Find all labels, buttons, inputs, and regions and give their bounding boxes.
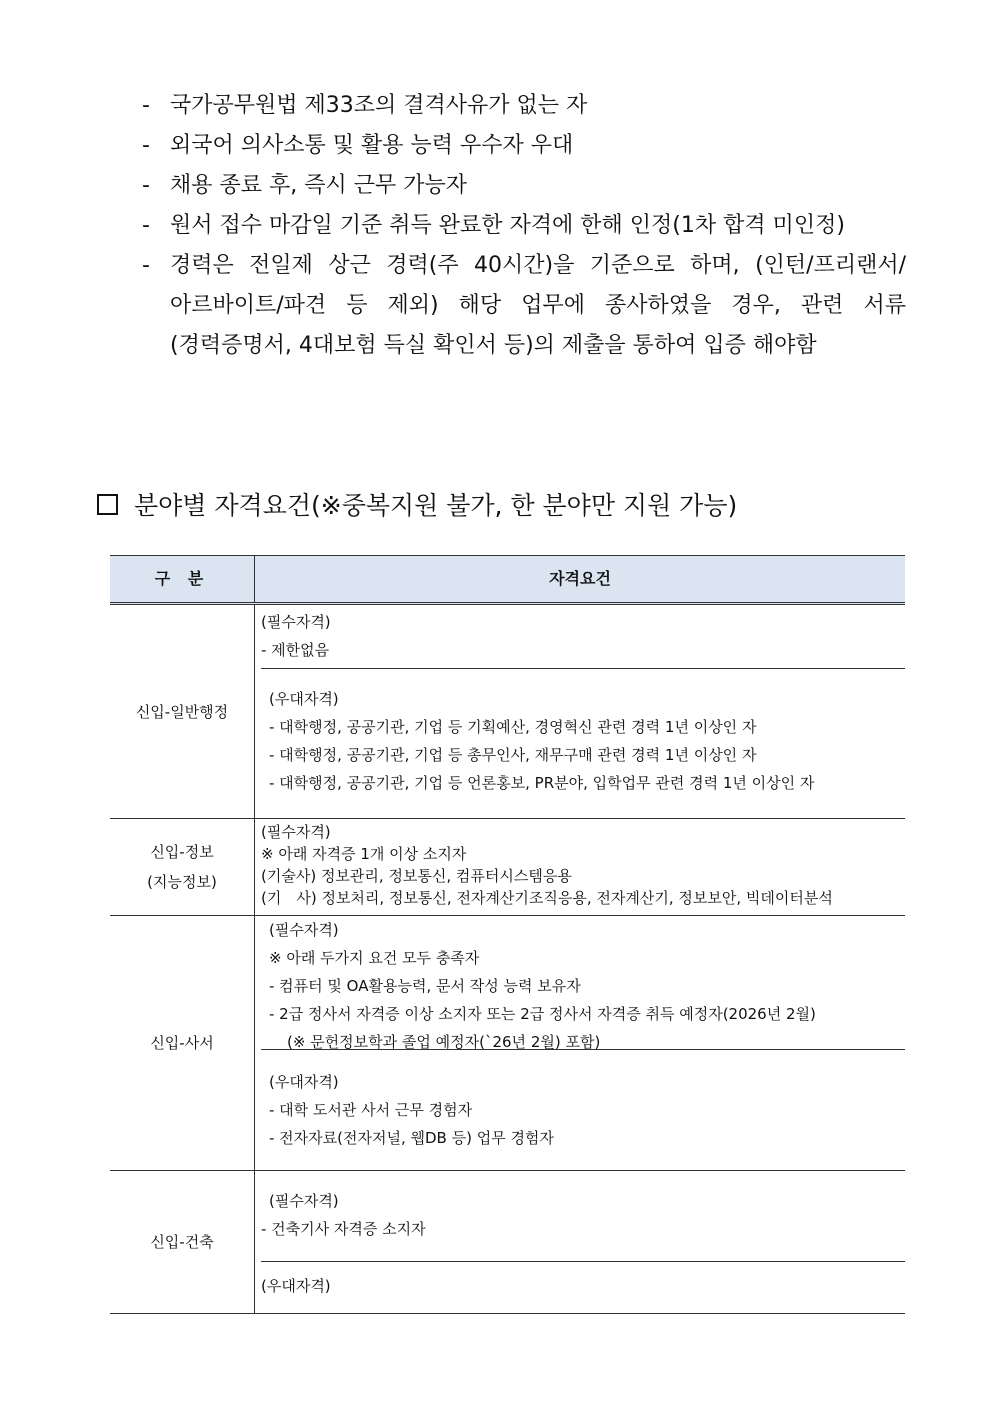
requirements-cell	[255, 1171, 906, 1314]
table-row	[110, 819, 905, 916]
category-label: 신입-일반행정	[135, 702, 229, 721]
requirements-cell	[255, 819, 906, 916]
required-block	[261, 605, 905, 669]
category-cell	[110, 916, 255, 1171]
bullet-dash: -	[142, 133, 150, 158]
bullet-item	[142, 246, 906, 366]
category-label: 신입-건축	[150, 1233, 214, 1251]
table-row	[110, 916, 905, 1171]
required-item: ※ 아래 두가지 요건 모두 충족자	[269, 949, 480, 967]
table-row	[110, 1171, 905, 1314]
bullet-text: 원서 접수 마감일 기준 취득 완료한 자격에 한해 인정(1차 합격 미인정)	[170, 213, 845, 238]
bullet-text: 경력은 전일제 상근 경력(주 40시간)을 기준으로 하며, (인턴/프리랜서/아르바이트/파견 등 제외) 해당 업무에 종사하였을 경우, 관련 서류(경력증명서, 4대보험 득실 확인서 등)의 제출을 통하여 입증 해야함	[170, 253, 906, 358]
preferred-item: - 대학행정, 공공기관, 기업 등 기획예산, 경영혁신 관련 경력 1년 이상인 자	[269, 718, 757, 736]
required-label: (필수자격)	[269, 921, 339, 939]
bullet-text: 채용 종료 후, 즉시 근무 가능자	[170, 173, 467, 198]
requirements-cell	[255, 916, 906, 1171]
required-label: (필수자격)	[261, 613, 331, 631]
section-title-text: 분야별 자격요건(※중복지원 불가, 한 분야만 지원 가능)	[134, 491, 738, 520]
preferred-label: (우대자격)	[269, 690, 339, 708]
required-label: (필수자격)	[269, 1192, 339, 1210]
required-item: - 제한없음	[261, 641, 330, 659]
category-sublabel: (지능정보)	[147, 873, 217, 891]
eligibility-bullet-list	[142, 86, 906, 366]
preferred-label: (우대자격)	[269, 1073, 339, 1091]
preferred-block	[261, 1262, 905, 1312]
bullet-item	[142, 126, 906, 166]
checkbox-square-icon	[97, 494, 118, 515]
table-row	[110, 604, 905, 819]
bullet-item	[142, 166, 906, 206]
requirement-line: (기술사) 정보관리, 정보통신, 컴퓨터시스템응용	[261, 867, 572, 885]
requirement-line: (필수자격)	[261, 823, 331, 841]
preferred-label: (우대자격)	[261, 1277, 331, 1295]
bullet-dash: -	[142, 93, 150, 118]
preferred-item: - 대학행정, 공공기관, 기업 등 총무인사, 재무구매 관련 경력 1년 이상인 자	[269, 746, 757, 764]
required-item: - 건축기사 자격증 소지자	[261, 1220, 426, 1238]
category-label: 신입-사서	[150, 1034, 214, 1052]
requirements-cell	[255, 604, 906, 819]
required-item: - 2급 정사서 자격증 이상 소지자 또는 2급 정사서 자격증 취득 예정자(2026년 2월)	[269, 1005, 816, 1023]
bullet-item	[142, 206, 906, 246]
category-cell	[110, 819, 255, 916]
preferred-item: - 대학 도서관 사서 근무 경험자	[269, 1101, 473, 1119]
bullet-text: 외국어 의사소통 및 활용 능력 우수자 우대	[170, 133, 574, 158]
requirement-line: ※ 아래 자격증 1개 이상 소지자	[261, 845, 467, 863]
table-header-row	[110, 556, 905, 604]
required-item: (※ 문헌정보학과 졸업 예정자(`26년 2월) 포함)	[287, 1033, 601, 1051]
requirement-line: (기 사) 정보처리, 정보통신, 전자계산기조직응용, 전자계산기, 정보보안, 빅데이터분석	[261, 889, 833, 907]
requirements-table	[110, 555, 905, 1314]
preferred-item: - 대학행정, 공공기관, 기업 등 언론홍보, PR분야, 입학업무 관련 경력 1년 이상인 자	[269, 774, 815, 792]
section-heading	[97, 486, 737, 522]
bullet-text: 국가공무원법 제33조의 결격사유가 없는 자	[170, 93, 588, 118]
bullet-item	[142, 86, 906, 126]
category-cell	[110, 604, 255, 819]
bullet-dash: -	[142, 173, 150, 198]
preferred-block	[261, 669, 905, 817]
bullet-dash: -	[142, 213, 150, 238]
preferred-item: - 전자자료(전자저널, 웹DB 등) 업무 경험자	[269, 1129, 554, 1147]
required-item: - 컴퓨터 및 OA활용능력, 문서 작성 능력 보유자	[269, 977, 581, 995]
required-block	[261, 1171, 905, 1262]
category-cell	[110, 1171, 255, 1314]
required-block	[261, 916, 905, 1050]
category-label: 신입-정보	[150, 843, 214, 861]
header-requirements: 자격요건	[255, 556, 906, 604]
bullet-dash: -	[142, 253, 150, 278]
preferred-block	[261, 1050, 905, 1170]
header-category: 구 분	[110, 556, 255, 604]
